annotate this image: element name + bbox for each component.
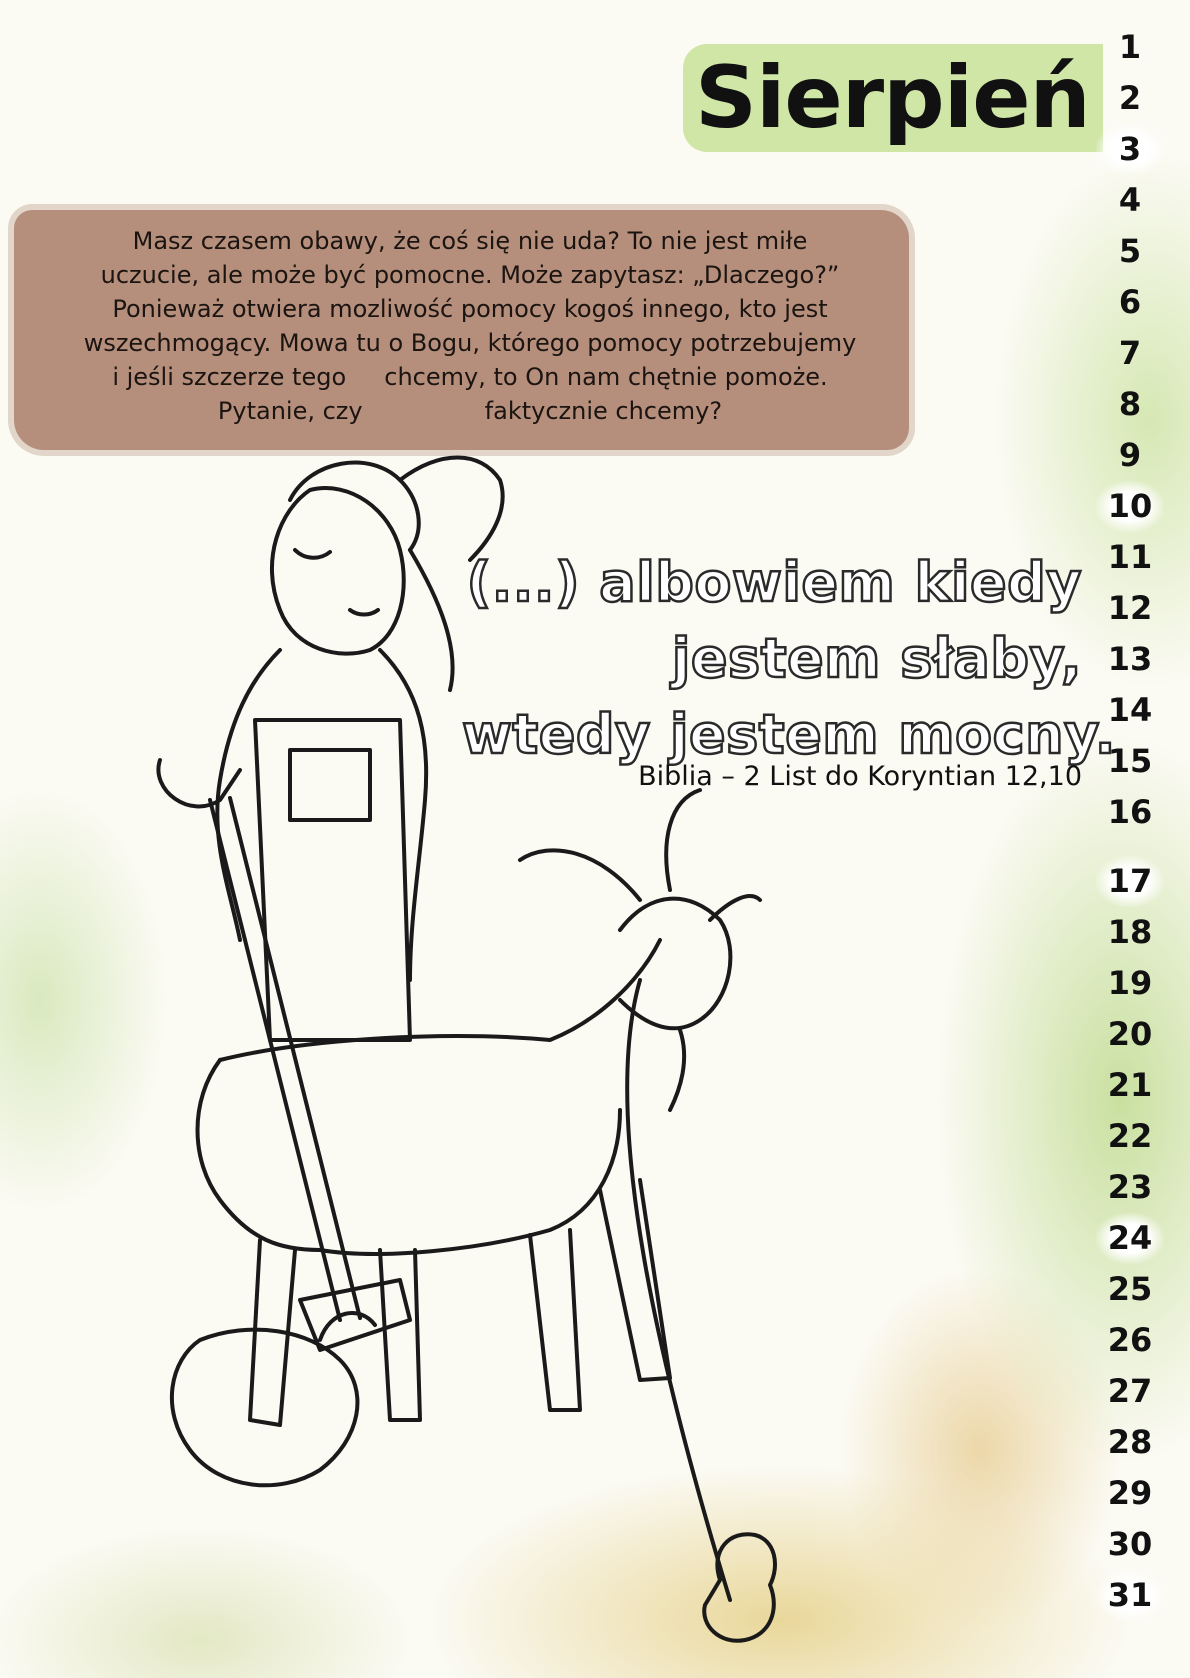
day-number: 5 bbox=[1118, 232, 1142, 270]
intro-line: Pytanie, czy faktycznie chcemy? bbox=[217, 397, 723, 425]
page-title: Sierpień bbox=[695, 48, 1090, 148]
day-number: 2 bbox=[1118, 79, 1142, 117]
day-number: 19 bbox=[1107, 964, 1153, 1002]
day-number: 12 bbox=[1107, 589, 1153, 627]
day-number: 30 bbox=[1107, 1525, 1153, 1563]
verse-source: Biblia – 2 List do Koryntian 12,10 bbox=[638, 761, 1082, 792]
intro-line: Masz czasem obawy, że coś się nie uda? To nie jest miłe bbox=[132, 227, 808, 255]
day-number: 6 bbox=[1118, 283, 1142, 321]
verse-line: wtedy jestem mocny. bbox=[462, 703, 1116, 766]
day-number: 27 bbox=[1107, 1372, 1153, 1410]
verse-line: jestem słaby, bbox=[671, 627, 1082, 690]
day-number: 3 bbox=[1096, 124, 1164, 175]
day-number: 18 bbox=[1107, 913, 1153, 951]
day-number: 14 bbox=[1107, 691, 1153, 729]
bible-verse bbox=[462, 545, 1116, 773]
intro-text bbox=[40, 224, 900, 428]
intro-line: uczucie, ale może być pomocne. Może zapytasz: „Dlaczego?” bbox=[100, 261, 840, 289]
intro-line: wszechmogący. Mowa tu o Bogu, którego pomocy potrzebujemy bbox=[83, 329, 857, 357]
intro-line: i jeśli szczerze tego chcemy, to On nam chętnie pomoże. bbox=[112, 363, 828, 391]
day-number: 21 bbox=[1107, 1066, 1153, 1104]
day-number: 7 bbox=[1118, 334, 1142, 372]
day-number: 29 bbox=[1107, 1474, 1153, 1512]
day-number: 31 bbox=[1096, 1570, 1164, 1621]
verse-line: (...) albowiem kiedy bbox=[466, 551, 1082, 614]
day-number: 28 bbox=[1107, 1423, 1153, 1461]
day-number: 26 bbox=[1107, 1321, 1153, 1359]
day-number: 4 bbox=[1118, 181, 1142, 219]
day-number: 8 bbox=[1118, 385, 1142, 423]
day-number: 20 bbox=[1107, 1015, 1153, 1053]
day-number: 23 bbox=[1107, 1168, 1153, 1206]
day-number: 17 bbox=[1096, 856, 1164, 907]
intro-line: Ponieważ otwiera mozliwość pomocy kogoś innego, kto jest bbox=[112, 295, 828, 323]
day-number: 22 bbox=[1107, 1117, 1153, 1155]
day-number: 24 bbox=[1096, 1213, 1164, 1264]
day-number: 9 bbox=[1118, 436, 1142, 474]
day-number: 10 bbox=[1096, 481, 1164, 532]
day-number: 13 bbox=[1107, 640, 1153, 678]
day-number: 25 bbox=[1107, 1270, 1153, 1308]
day-number: 1 bbox=[1118, 28, 1142, 66]
day-number: 15 bbox=[1107, 742, 1153, 780]
day-number: 16 bbox=[1107, 793, 1153, 831]
day-number: 11 bbox=[1107, 538, 1153, 576]
day-list bbox=[1096, 22, 1164, 1621]
